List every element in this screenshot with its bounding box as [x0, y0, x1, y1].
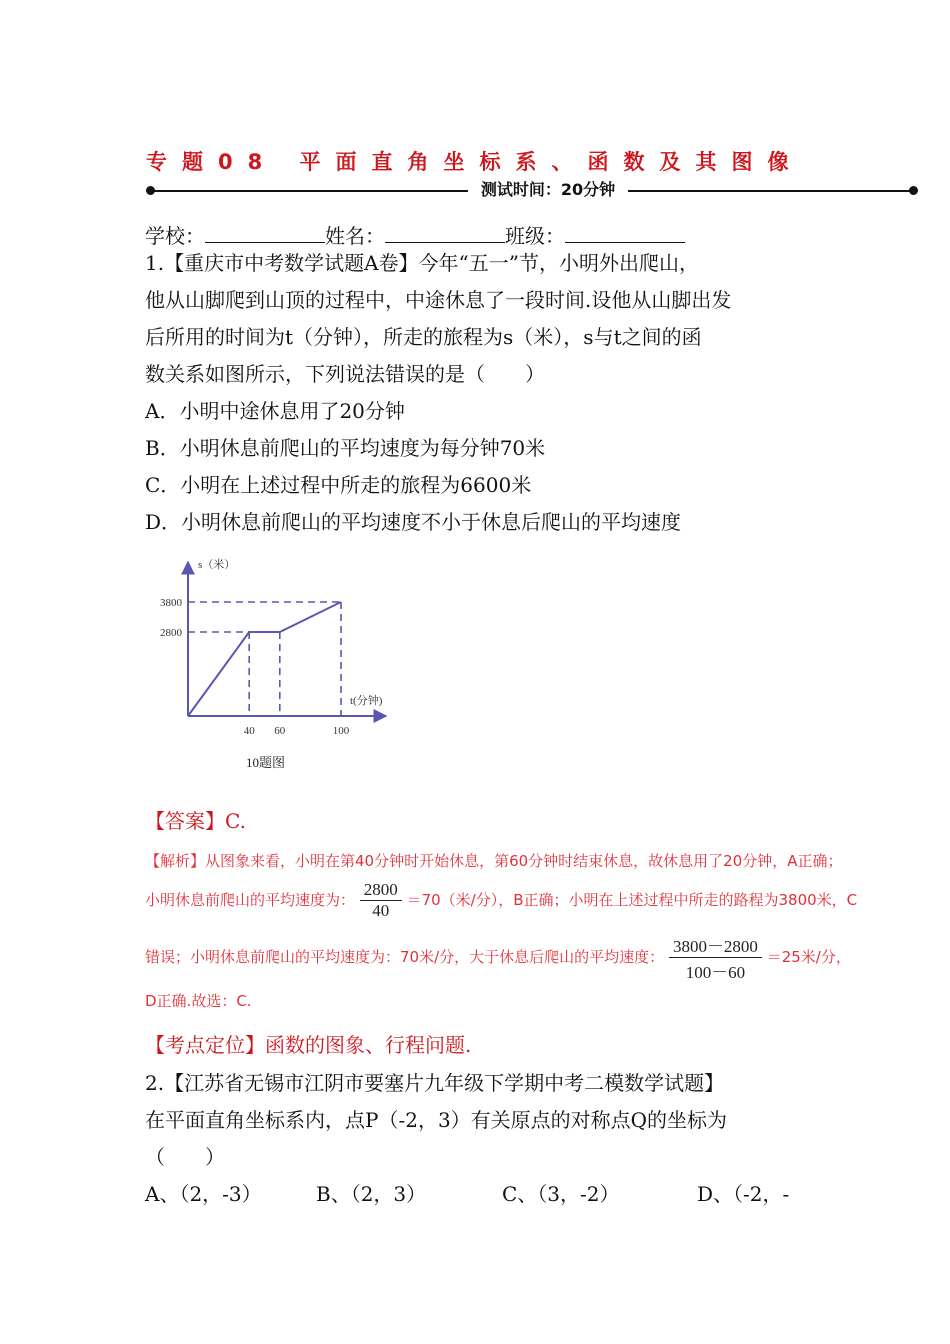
page-title: 专题08 平面直角坐标系、函数及其图像 — [146, 150, 804, 174]
q1-line-4: 数关系如图所示，下列说法错误的是（ ） — [145, 362, 545, 386]
q1-line-1: 1.【重庆市中考数学试题A卷】今年“五一”节，小明外出爬山， — [145, 251, 699, 275]
exp2-post: ＝70（米/分），B正确；小明在上述过程中所走的路程为3800米，C — [406, 891, 858, 909]
q1-explanation-line-1: 【解析】从图象来看，小明在第40分钟时开始休息，第60分钟时结束休息，故休息用了20分钟，A正确； — [145, 852, 843, 870]
q1-explanation-line-3 — [145, 932, 851, 983]
class-label: 班级： — [505, 224, 565, 248]
x-tick-40: 40 — [243, 725, 255, 737]
q2-line-2: 在平面直角坐标系内，点P（-2，3）有关原点的对称点Q的坐标为 — [145, 1108, 728, 1132]
q1-option-b: B．小明休息前爬山的平均速度为每分钟70米 — [145, 436, 546, 460]
name-label: 姓名： — [325, 224, 385, 248]
fraction-1-denominator: 40 — [372, 901, 390, 920]
q2-line-3: （ ） — [145, 1145, 225, 1169]
q1-answer: 【答案】C. — [145, 809, 246, 833]
fraction-speed-after — [669, 932, 762, 983]
q1-explanation-line-2 — [145, 880, 857, 921]
y-tick-3800: 3800 — [160, 597, 182, 609]
school-label: 学校： — [145, 224, 205, 248]
distance-time-chart — [150, 550, 410, 775]
chart-caption: 10题图 — [246, 755, 286, 770]
q1-knowledge-point: 【考点定位】函数的图象、行程问题. — [145, 1033, 472, 1057]
exp3-post: ＝25米/分， — [766, 948, 851, 966]
q1-explanation-line-4: D正确.故选：C. — [145, 992, 252, 1010]
class-blank — [565, 224, 685, 243]
fraction-speed-before — [360, 880, 402, 921]
fraction-2-numerator: 3800－2800 — [669, 932, 762, 958]
q1-option-a: A．小明中途休息用了20分钟 — [145, 399, 405, 423]
exp3-pre: 错误；小明休息前爬山的平均速度为：70米/分，大于休息后爬山的平均速度： — [145, 948, 665, 966]
q2-option-a: A、（2，-3） — [145, 1182, 262, 1206]
y-tick-labels — [160, 597, 183, 639]
y-tick-2800: 2800 — [160, 627, 182, 639]
q1-line-3: 后所用的时间为t（分钟），所走的旅程为s（米），s与t之间的函 — [145, 325, 702, 349]
q2-option-b: B、（2，3） — [316, 1182, 427, 1206]
x-tick-labels — [244, 725, 350, 737]
school-blank — [205, 224, 325, 243]
fraction-2-denominator: 100－60 — [685, 963, 746, 982]
info-fields — [145, 223, 685, 249]
x-tick-60: 60 — [274, 725, 286, 737]
q1-line-2: 他从山脚爬到山顶的过程中，中途休息了一段时间.设他从山脚出发 — [145, 288, 732, 312]
name-blank — [385, 224, 505, 243]
q2-option-d: D、（-2，- — [697, 1182, 790, 1206]
q1-option-c: C．小明在上述过程中所走的旅程为6600米 — [145, 473, 532, 497]
series-line — [188, 602, 341, 716]
guide-lines — [188, 602, 341, 716]
fraction-1-numerator: 2800 — [360, 880, 402, 901]
q2-option-c: C、（3，-2） — [502, 1182, 620, 1206]
x-tick-100: 100 — [332, 725, 350, 737]
q1-option-d: D．小明休息前爬山的平均速度不小于休息后爬山的平均速度 — [145, 510, 682, 534]
q2-line-1: 2.【江苏省无锡市江阴市要塞片九年级下学期中考二模数学试题】 — [145, 1071, 725, 1095]
test-time: 测试时间：20分钟 — [468, 178, 628, 202]
divider-dot-left — [146, 186, 155, 195]
divider-dot-right — [909, 186, 918, 195]
exp2-pre: 小明休息前爬山的平均速度为： — [145, 891, 356, 909]
y-axis-label: s（米） — [198, 559, 236, 571]
x-axis-label: t(分钟) — [350, 695, 383, 707]
